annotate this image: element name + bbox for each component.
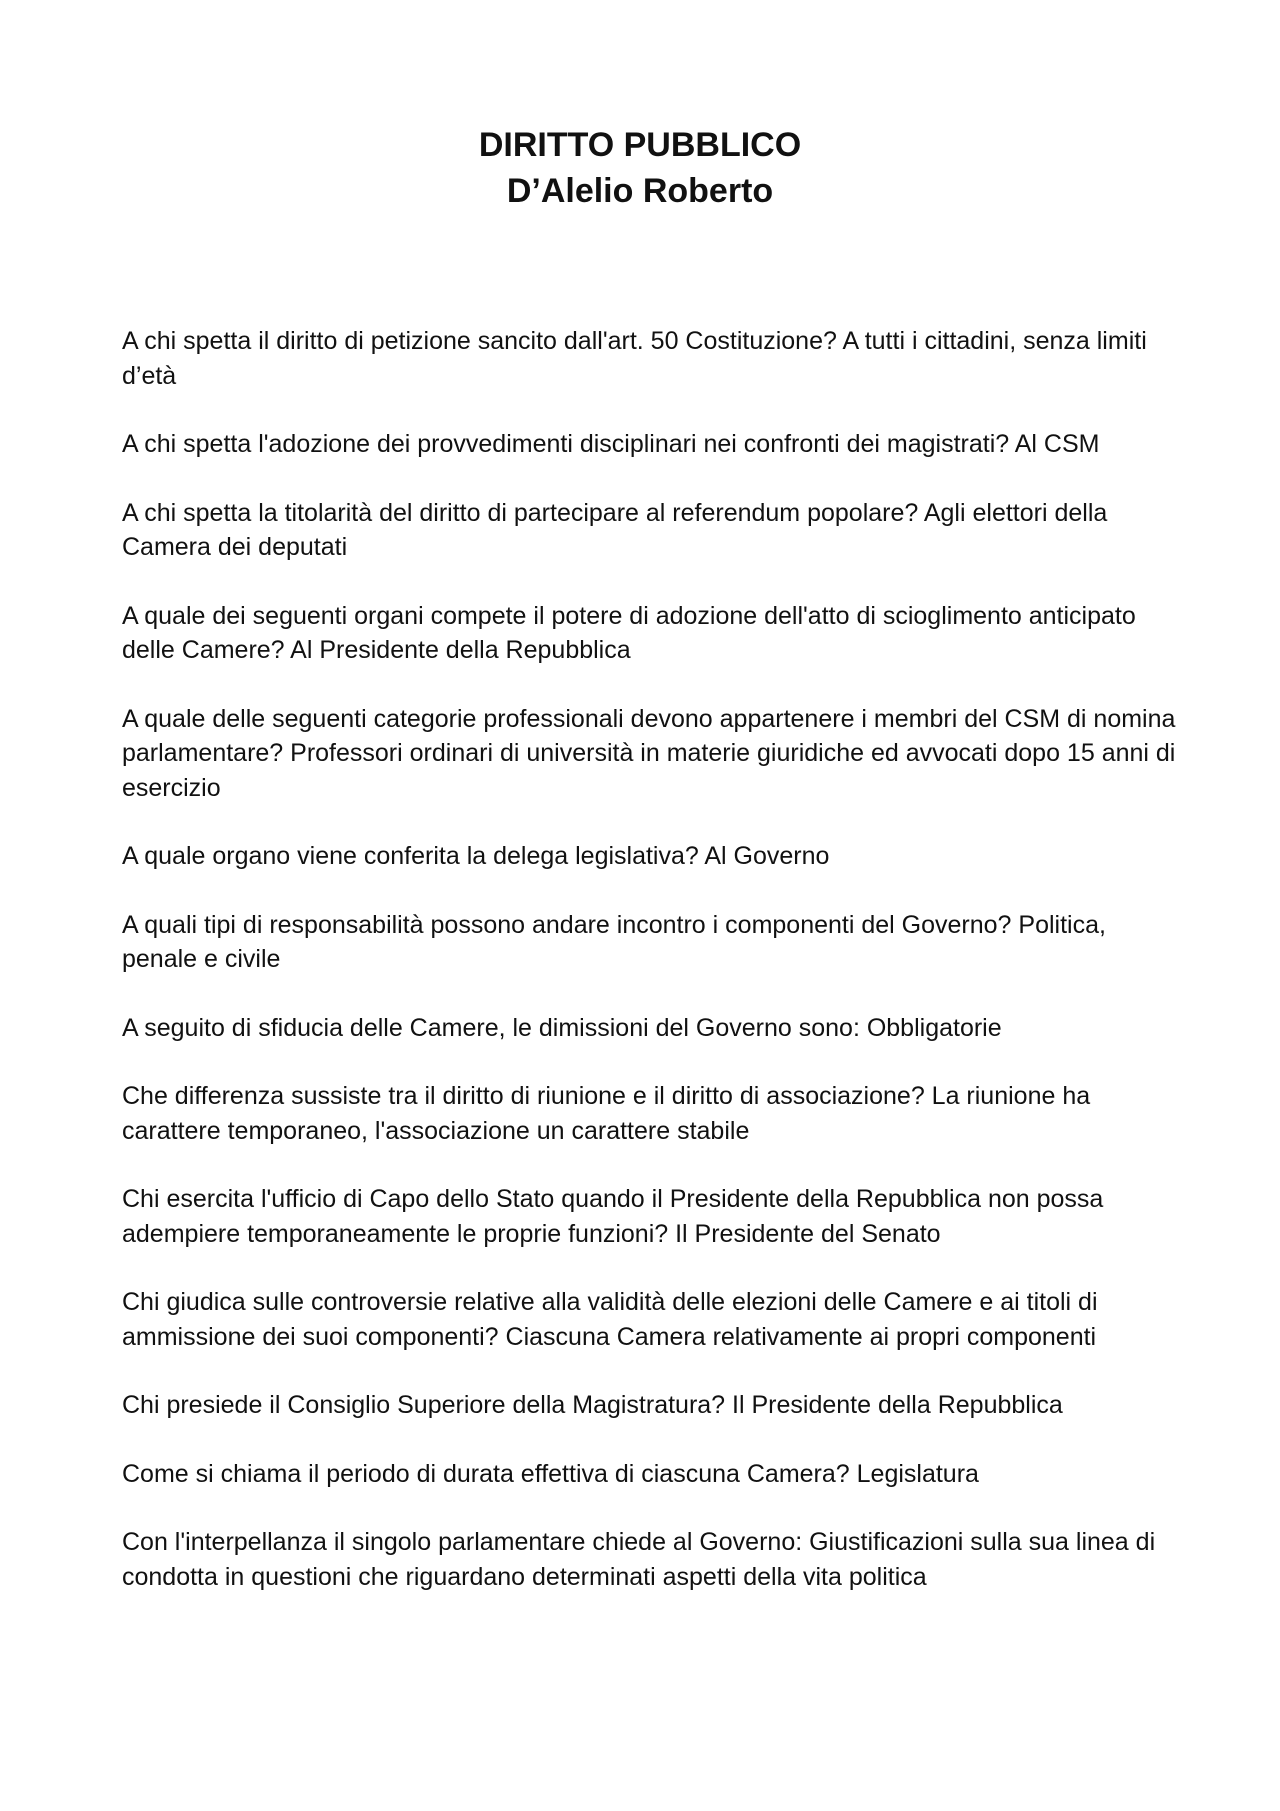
qa-item: A quale dei seguenti organi compete il potere di adozione dell'atto di scioglimento anticipato delle Camere? Al Presidente della Repubblica (122, 601, 1136, 664)
qa-item: A quali tipi di responsabilità possono andare incontro i componenti del Governo? Politica, penale e civile (122, 910, 1106, 973)
document-title: DIRITTO PUBBLICO (478, 126, 802, 164)
document-author: D’Alelio Roberto (506, 172, 774, 210)
qa-item: A chi spetta la titolarità del diritto di partecipare al referendum popolare? Agli elettori della Camera dei deputati (122, 498, 1108, 561)
qa-item: Che differenza sussiste tra il diritto di riunione e il diritto di associazione? La riunione ha carattere temporaneo, l'associazione un carattere stabile (122, 1082, 1091, 1145)
qa-item: Chi giudica sulle controversie relative alla validità delle elezioni delle Camere e ai titoli di ammissione dei suoi componenti? Ciascuna Camera relativamente ai propri componenti (122, 1288, 1098, 1351)
qa-item: Con l'interpellanza il singolo parlamentare chiede al Governo: Giustificazioni sulla sua linea di condotta in questioni che riguardano determinati aspetti della vita politica (122, 1528, 1156, 1591)
qa-item: A quale organo viene conferita la delega legislativa? Al Governo (122, 842, 830, 870)
qa-item: A seguito di sfiducia delle Camere, le dimissioni del Governo sono: Obbligatorie (122, 1013, 1002, 1042)
qa-item: Chi esercita l'ufficio di Capo dello Stato quando il Presidente della Repubblica non possa adempiere temporaneamente le proprie funzioni? Il Presidente del Senato (122, 1185, 1104, 1248)
qa-item: A chi spetta il diritto di petizione sancito dall'art. 50 Costituzione? A tutti i cittadini, senza limiti d’età (122, 327, 1147, 390)
qa-item: A chi spetta l'adozione dei provvedimenti disciplinari nei confronti dei magistrati? Al CSM (122, 430, 1100, 458)
qa-item: Chi presiede il Consiglio Superiore della Magistratura? Il Presidente della Repubblica (122, 1391, 1063, 1419)
qa-item: A quale delle seguenti categorie professionali devono appartenere i membri del CSM di nomina parlamentare? Professori ordinari di università in materie giuridiche ed avvocati dopo 15 anni di esercizio (122, 704, 1176, 802)
qa-item: Come si chiama il periodo di durata effettiva di ciascuna Camera? Legislatura (122, 1459, 979, 1488)
qa-list (122, 324, 1182, 1628)
document-header (0, 122, 1280, 214)
